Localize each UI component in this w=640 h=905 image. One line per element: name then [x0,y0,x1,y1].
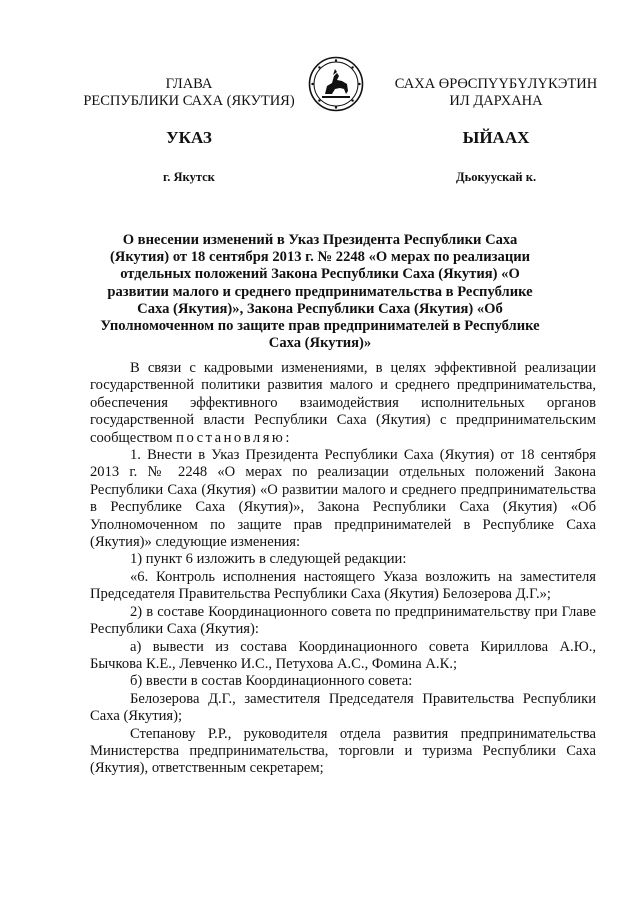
place-ru: г. Якутск [163,170,215,184]
intro-text: В связи с кадровыми изменениями, в целях эффективной реализации государственной политики развития малого и среднего предпринимательства, обеспечения эффективного взаимодействия исполнительных органов государственной власти Республики Саха (Якутия) с предпринимательским сообществом [90,360,596,446]
paragraph-5: а) вывести из состава Координационного совета Кириллова А.Ю., Бычкова К.Е., Левченко И.С., Петухова А.С., Фомина А.К.; [90,638,596,672]
header-left-line1: ГЛАВА [165,76,213,92]
header-left [78,76,300,110]
header-left-line2: РЕСПУБЛИКИ САХА (ЯКУТИЯ) [83,93,295,109]
paragraph-2: 1) пункт 6 изложить в следующей редакции: [130,551,407,568]
paragraph-7: Белозерова Д.Г., заместителя Председателя Правительства Республики Саха (Якутия); [90,690,596,725]
intro-paragraph [90,360,596,447]
document-body [90,360,596,778]
decree-label-sakha: ЫЙААХ [462,128,530,147]
decree-label-ru: УКАЗ [166,128,212,147]
place-sakha: Дьокуускай к. [456,170,537,184]
header-right [392,76,600,110]
paragraph-6: б) ввести в состав Координационного совета: [130,673,413,690]
header-right-line2: ИЛ ДАРХАНА [449,93,543,109]
paragraph-3: «6. Контроль исполнения настоящего Указа возложить на заместителя Председателя Правительства Республики Саха (Якутия) Белозерова Д.Г.»; [90,568,596,603]
coat-of-arms-icon [308,56,364,112]
paragraph-4: 2) в составе Координационного совета по предпринимательству при Главе Республики Саха (Якутия): [90,603,596,638]
paragraph-8: Степанову Р.Р., руководителя отдела развития предпринимательства Министерства предпринимательства, торговли и туризма Республики Саха (Якутия), ответственным секретарем; [90,725,596,777]
document-title: О внесении изменений в Указ Президента Республики Саха (Якутия) от 18 сентября 2013 г. № 2248 «О мерах по реализации отдельных положений Закона Республики Саха (Якутия) «О развитии малого и среднего предпринимательства в Республике Саха (Якутия)», Закона Республики Саха (Якутия) «Об Уполномоченном по защите прав предпринимателей в Республике Саха (Якутия)» [100,232,540,352]
paragraph-1: 1. Внести в Указ Президента Республики Саха (Якутия) от 18 сентября 2013 г. № 2248 «О мерах по реализации отдельных положений Закона Республики Саха (Якутия) «О развитии малого и среднего предпринимательства в Республике Саха (Якутия)», Закона Республики Саха (Якутия) «Об Уполномоченном по защите прав предпринимателей в Республике Саха (Якутия)» следующие изменения: [90,447,596,551]
intro-resolution: постановляю: [176,429,292,446]
header-right-line1: САХА ӨРӨСПҮҮБҮЛҮКЭТИН [394,76,598,92]
